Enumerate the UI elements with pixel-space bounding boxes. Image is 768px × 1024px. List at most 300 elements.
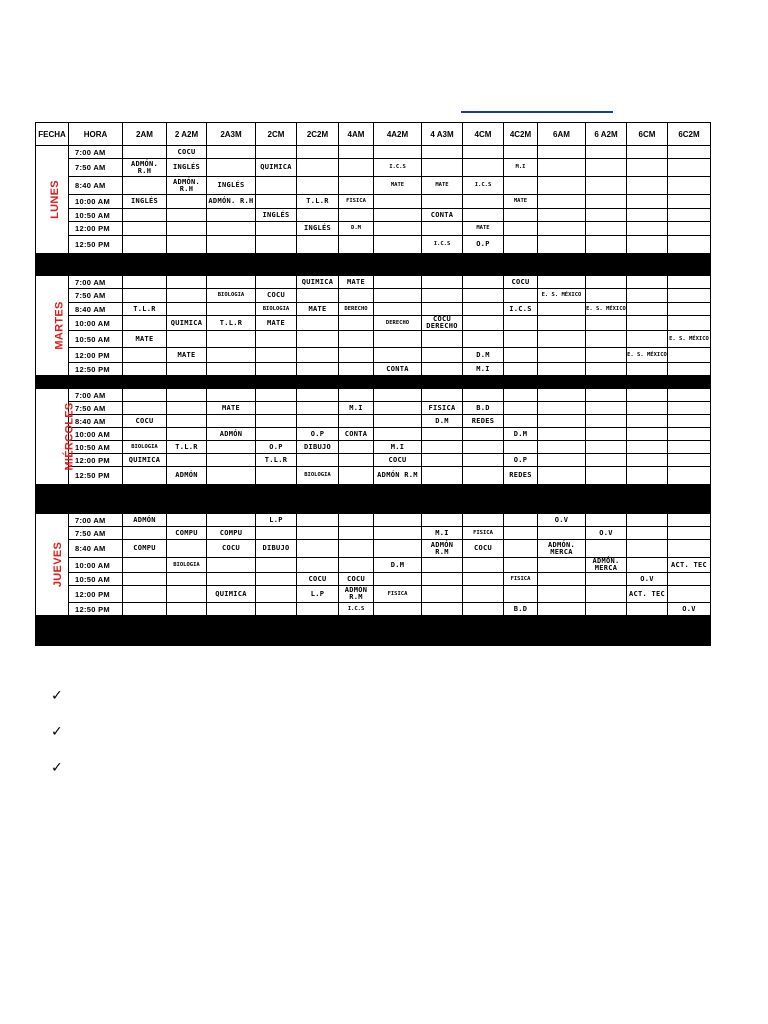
table-row	[36, 348, 711, 363]
class-cell	[123, 586, 167, 603]
header-cell: 2 A2M	[167, 123, 207, 146]
class-cell: QUIMICA	[207, 586, 256, 603]
class-cell	[297, 236, 339, 254]
table-row	[36, 428, 711, 441]
class-cell: I.C.S	[339, 603, 374, 616]
class-cell: BIOLOGIA	[123, 441, 167, 454]
class-cell	[123, 573, 167, 586]
class-cell	[538, 402, 586, 415]
class-cell	[504, 441, 538, 454]
class-cell	[586, 209, 627, 222]
class-cell	[207, 348, 256, 363]
class-cell	[668, 146, 711, 159]
class-cell	[586, 289, 627, 303]
class-cell: BIOLOGIA	[207, 289, 256, 303]
table-row	[36, 276, 711, 289]
class-cell: M.I	[339, 402, 374, 415]
class-cell: I.C.S	[374, 159, 422, 177]
class-cell: B.D	[463, 402, 504, 415]
table-row	[36, 514, 711, 527]
class-cell: I.C.S	[422, 236, 463, 254]
class-cell	[422, 573, 463, 586]
class-cell: ADMÓN R.M	[374, 467, 422, 485]
class-cell	[374, 573, 422, 586]
class-cell: D.M	[463, 348, 504, 363]
table-row	[36, 441, 711, 454]
class-cell	[668, 222, 711, 236]
time-cell: 10:00 AM	[69, 558, 123, 573]
class-cell	[207, 331, 256, 348]
time-cell: 12:50 PM	[69, 363, 123, 376]
class-cell: ADMÓN R.M	[339, 586, 374, 603]
class-cell	[668, 195, 711, 209]
time-cell: 12:00 PM	[69, 586, 123, 603]
class-cell	[627, 428, 668, 441]
class-cell	[374, 348, 422, 363]
class-cell	[538, 159, 586, 177]
class-cell	[627, 209, 668, 222]
class-cell	[297, 316, 339, 331]
class-cell	[627, 389, 668, 402]
class-cell	[167, 603, 207, 616]
class-cell: E. S. MÉXICO	[668, 331, 711, 348]
table-row	[36, 331, 711, 348]
class-cell	[586, 603, 627, 616]
day-label: MARTES	[53, 300, 66, 350]
class-cell	[123, 289, 167, 303]
class-cell	[123, 209, 167, 222]
class-cell	[374, 540, 422, 558]
class-cell: FISICA	[422, 402, 463, 415]
time-cell: 7:00 AM	[69, 514, 123, 527]
class-cell	[422, 558, 463, 573]
class-cell	[504, 402, 538, 415]
table-row	[36, 303, 711, 316]
class-cell	[297, 603, 339, 616]
class-cell	[538, 573, 586, 586]
day-label: MIÉRCOLES	[63, 401, 76, 471]
time-cell: 8:40 AM	[69, 177, 123, 195]
class-cell	[123, 177, 167, 195]
header-cell: 4AM	[339, 123, 374, 146]
class-cell: MATE	[504, 195, 538, 209]
class-cell	[627, 316, 668, 331]
class-cell	[538, 467, 586, 485]
class-cell	[627, 540, 668, 558]
checkmark-icon: ✓	[51, 688, 63, 704]
class-cell	[123, 222, 167, 236]
class-cell	[668, 586, 711, 603]
class-cell	[538, 428, 586, 441]
class-cell	[256, 276, 297, 289]
table-row	[36, 363, 711, 376]
class-cell	[627, 558, 668, 573]
class-cell	[586, 195, 627, 209]
class-cell	[297, 389, 339, 402]
time-cell: 8:40 AM	[69, 303, 123, 316]
class-cell	[207, 415, 256, 428]
class-cell	[586, 540, 627, 558]
class-cell: B.D	[504, 603, 538, 616]
class-cell: MATE	[297, 303, 339, 316]
class-cell	[668, 289, 711, 303]
class-cell	[339, 159, 374, 177]
table-row	[36, 540, 711, 558]
class-cell	[256, 331, 297, 348]
class-cell: COCU	[504, 276, 538, 289]
class-cell	[339, 454, 374, 467]
class-cell	[627, 527, 668, 540]
day-cell	[36, 389, 76, 485]
class-cell	[422, 289, 463, 303]
table-row	[36, 177, 711, 195]
class-cell: I.C.S	[463, 177, 504, 195]
class-cell	[297, 146, 339, 159]
time-cell: 7:00 AM	[69, 389, 123, 402]
header-cell: 2AM	[123, 123, 167, 146]
class-cell: O.V	[586, 527, 627, 540]
class-cell	[463, 159, 504, 177]
time-cell: 12:50 PM	[69, 236, 123, 254]
class-cell: COCU	[374, 454, 422, 467]
day-separator	[36, 616, 711, 646]
class-cell: T.L.R	[207, 316, 256, 331]
class-cell	[538, 222, 586, 236]
table-row	[36, 195, 711, 209]
header-cell: 4CM	[463, 123, 504, 146]
class-cell	[167, 363, 207, 376]
header-cell: 4 A3M	[422, 123, 463, 146]
class-cell	[256, 428, 297, 441]
class-cell	[538, 558, 586, 573]
class-cell: DERECHO	[374, 316, 422, 331]
day-cell	[36, 276, 69, 376]
class-cell	[538, 603, 586, 616]
header-cell: 6AM	[538, 123, 586, 146]
class-cell	[207, 389, 256, 402]
class-cell	[339, 527, 374, 540]
class-cell: FISICA	[504, 573, 538, 586]
class-cell	[167, 303, 207, 316]
class-cell	[504, 146, 538, 159]
class-cell	[422, 363, 463, 376]
class-cell	[668, 276, 711, 289]
class-cell: L.P	[256, 514, 297, 527]
time-cell: 7:00 AM	[69, 276, 123, 289]
class-cell	[207, 573, 256, 586]
class-cell	[627, 276, 668, 289]
class-cell	[256, 586, 297, 603]
class-cell	[374, 527, 422, 540]
class-cell	[339, 146, 374, 159]
class-cell	[586, 415, 627, 428]
class-cell	[374, 276, 422, 289]
class-cell	[339, 289, 374, 303]
class-cell: MATE	[256, 316, 297, 331]
class-cell: MATE	[374, 177, 422, 195]
class-cell	[463, 586, 504, 603]
class-cell	[538, 195, 586, 209]
class-cell	[207, 222, 256, 236]
separator-cell	[36, 254, 711, 276]
day-separator	[36, 254, 711, 276]
class-cell	[207, 603, 256, 616]
class-cell	[538, 527, 586, 540]
class-cell: ADMÓN. R.H	[167, 177, 207, 195]
class-cell: BIOLOGIA	[256, 303, 297, 316]
class-cell: REDES	[463, 415, 504, 428]
class-cell: ADMÓN	[207, 428, 256, 441]
checkmark-icon: ✓	[51, 760, 63, 776]
class-cell	[167, 209, 207, 222]
class-cell	[627, 159, 668, 177]
class-cell	[256, 348, 297, 363]
table-row	[36, 316, 711, 331]
class-cell	[256, 558, 297, 573]
header-cell: FECHA	[36, 123, 69, 146]
class-cell	[627, 454, 668, 467]
checkmark-icon: ✓	[51, 724, 63, 740]
class-cell	[374, 289, 422, 303]
class-cell	[538, 276, 586, 289]
class-cell	[256, 389, 297, 402]
table-row	[36, 222, 711, 236]
class-cell	[297, 363, 339, 376]
class-cell: MATE	[123, 331, 167, 348]
class-cell	[504, 527, 538, 540]
class-cell	[256, 195, 297, 209]
time-cell: 12:50 PM	[69, 603, 123, 616]
class-cell	[668, 527, 711, 540]
time-cell: 10:50 AM	[69, 441, 123, 454]
day-cell	[36, 514, 69, 616]
class-cell	[167, 586, 207, 603]
class-cell	[339, 316, 374, 331]
class-cell	[339, 209, 374, 222]
class-cell	[463, 276, 504, 289]
class-cell	[374, 303, 422, 316]
class-cell	[538, 316, 586, 331]
class-cell	[504, 540, 538, 558]
class-cell	[167, 402, 207, 415]
class-cell: E. S. MÉXICO	[538, 289, 586, 303]
table-row	[36, 527, 711, 540]
class-cell	[374, 146, 422, 159]
class-cell	[339, 348, 374, 363]
class-cell: COCU	[297, 573, 339, 586]
class-cell	[207, 209, 256, 222]
class-cell: COCU DERECHO	[422, 316, 463, 331]
class-cell	[297, 540, 339, 558]
class-cell	[256, 527, 297, 540]
table-row	[36, 558, 711, 573]
class-cell: DIBUJO	[256, 540, 297, 558]
class-cell	[123, 389, 167, 402]
time-cell: 7:50 AM	[69, 527, 123, 540]
separator-cell	[36, 376, 711, 389]
class-cell: COCU	[123, 415, 167, 428]
schedule-body	[36, 146, 711, 646]
class-cell: ADMÓN R.M	[422, 540, 463, 558]
class-cell	[374, 195, 422, 209]
class-cell	[256, 415, 297, 428]
class-cell	[207, 363, 256, 376]
class-cell: M.I	[422, 527, 463, 540]
class-cell	[668, 389, 711, 402]
class-cell	[586, 441, 627, 454]
class-cell	[339, 415, 374, 428]
class-cell	[504, 209, 538, 222]
class-cell	[627, 441, 668, 454]
class-cell	[504, 348, 538, 363]
class-cell	[374, 389, 422, 402]
class-cell	[374, 402, 422, 415]
class-cell	[422, 514, 463, 527]
day-separator	[36, 485, 711, 514]
table-row	[36, 289, 711, 303]
class-cell	[668, 573, 711, 586]
class-cell	[668, 402, 711, 415]
class-cell	[586, 454, 627, 467]
schedule-table	[35, 122, 711, 646]
class-cell	[586, 316, 627, 331]
separator-cell	[36, 485, 711, 514]
class-cell	[256, 402, 297, 415]
class-cell	[504, 236, 538, 254]
class-cell: T.L.R	[167, 441, 207, 454]
class-cell: COMPU	[207, 527, 256, 540]
class-cell: DIBUJO	[297, 441, 339, 454]
class-cell	[123, 348, 167, 363]
class-cell: ADMÓN. MERCA	[538, 540, 586, 558]
class-cell	[504, 586, 538, 603]
class-cell	[339, 236, 374, 254]
class-cell	[297, 454, 339, 467]
class-cell	[463, 303, 504, 316]
class-cell: ADMÓN. R.H	[123, 159, 167, 177]
class-cell	[256, 363, 297, 376]
class-cell: E. S. MÉXICO	[586, 303, 627, 316]
class-cell: MATE	[422, 177, 463, 195]
class-cell	[586, 467, 627, 485]
class-cell	[256, 146, 297, 159]
time-cell: 10:00 AM	[69, 428, 123, 441]
class-cell: M.I	[463, 363, 504, 376]
class-cell	[297, 348, 339, 363]
class-cell: COCU	[463, 540, 504, 558]
class-cell	[504, 222, 538, 236]
class-cell: BIOLOGIA	[167, 558, 207, 573]
class-cell	[504, 514, 538, 527]
class-cell	[167, 289, 207, 303]
time-cell: 10:50 AM	[69, 209, 123, 222]
time-cell: 10:00 AM	[69, 316, 123, 331]
class-cell	[668, 467, 711, 485]
class-cell: REDES	[504, 467, 538, 485]
class-cell: INGLÉS	[297, 222, 339, 236]
header-cell: 4A2M	[374, 123, 422, 146]
class-cell	[538, 415, 586, 428]
class-cell	[297, 415, 339, 428]
class-cell	[627, 236, 668, 254]
class-cell: O.V	[668, 603, 711, 616]
class-cell	[627, 195, 668, 209]
class-cell	[167, 454, 207, 467]
class-cell	[339, 331, 374, 348]
class-cell	[167, 389, 207, 402]
class-cell	[668, 454, 711, 467]
class-cell	[463, 316, 504, 331]
table-row	[36, 159, 711, 177]
class-cell	[586, 236, 627, 254]
class-cell: D.M	[339, 222, 374, 236]
class-cell	[538, 236, 586, 254]
class-cell	[463, 209, 504, 222]
time-cell: 12:00 PM	[69, 348, 123, 363]
class-cell: INGLÉS	[167, 159, 207, 177]
class-cell	[374, 236, 422, 254]
class-cell	[538, 348, 586, 363]
class-cell	[538, 454, 586, 467]
class-cell	[422, 276, 463, 289]
table-row	[36, 586, 711, 603]
class-cell	[586, 586, 627, 603]
class-cell	[123, 527, 167, 540]
class-cell	[463, 146, 504, 159]
class-cell	[422, 467, 463, 485]
class-cell	[586, 331, 627, 348]
class-cell	[538, 146, 586, 159]
class-cell	[627, 603, 668, 616]
class-cell	[627, 415, 668, 428]
class-cell	[668, 363, 711, 376]
class-cell: O.P	[256, 441, 297, 454]
class-cell	[256, 603, 297, 616]
class-cell	[297, 514, 339, 527]
class-cell	[256, 222, 297, 236]
table-row	[36, 454, 711, 467]
class-cell	[627, 303, 668, 316]
class-cell	[167, 573, 207, 586]
class-cell: MATE	[339, 276, 374, 289]
class-cell	[668, 514, 711, 527]
class-cell	[207, 159, 256, 177]
time-cell: 7:50 AM	[69, 159, 123, 177]
class-cell	[422, 222, 463, 236]
class-cell	[668, 540, 711, 558]
class-cell	[167, 236, 207, 254]
class-cell	[538, 586, 586, 603]
class-cell: COCU	[256, 289, 297, 303]
class-cell	[586, 573, 627, 586]
class-cell	[586, 514, 627, 527]
class-cell	[374, 331, 422, 348]
class-cell	[256, 573, 297, 586]
class-cell: T.L.R	[123, 303, 167, 316]
class-cell: CONTA	[422, 209, 463, 222]
class-cell: FISICA	[463, 527, 504, 540]
class-cell	[627, 514, 668, 527]
header-cell: 6C2M	[668, 123, 711, 146]
time-cell: 12:50 PM	[69, 467, 123, 485]
class-cell	[167, 428, 207, 441]
class-cell: QUIMICA	[297, 276, 339, 289]
table-row	[36, 209, 711, 222]
class-cell	[256, 236, 297, 254]
class-cell	[123, 236, 167, 254]
time-cell: 12:00 PM	[69, 222, 123, 236]
class-cell	[167, 195, 207, 209]
